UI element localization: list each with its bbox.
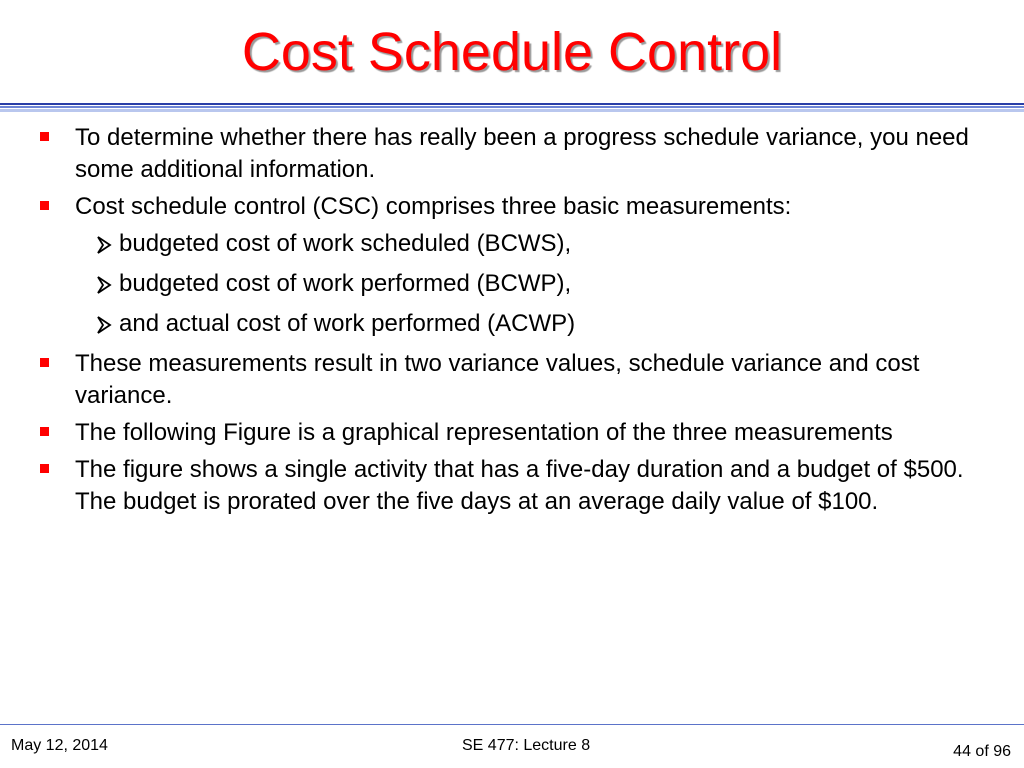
sub-bullet-text: budgeted cost of work performed (BCWP), (119, 270, 572, 297)
bullet-text: The figure shows a single activity that has a five-day duration and a budget of $500. The budget is prorated over the five days at an average daily value of $100. (75, 456, 964, 515)
arrow-bullet-icon (95, 228, 115, 260)
bullet-item (38, 191, 988, 223)
title-divider (0, 103, 1024, 112)
footer-course: SE 477: Lecture 8 (462, 737, 591, 754)
bullet-item (38, 122, 988, 186)
bullet-item (38, 454, 988, 518)
bullet-item (38, 348, 988, 412)
square-bullet-icon (40, 464, 49, 473)
arrow-bullet-icon (95, 268, 115, 300)
square-bullet-icon (40, 427, 49, 436)
square-bullet-icon (40, 358, 49, 367)
sub-bullet-item (38, 268, 988, 300)
sub-bullet-text: budgeted cost of work scheduled (BCWS), (119, 230, 572, 257)
square-bullet-icon (40, 201, 49, 210)
square-bullet-icon (40, 132, 49, 141)
sub-bullet-text: and actual cost of work performed (ACWP) (119, 310, 576, 337)
bullet-text: These measurements result in two variance values, schedule variance and cost variance. (75, 350, 920, 409)
footer-date: May 12, 2014 (11, 737, 108, 754)
bullet-item (38, 417, 988, 449)
bullet-text: To determine whether there has really been a progress schedule variance, you need some additional information. (75, 124, 969, 183)
slide-content (38, 122, 988, 523)
arrow-bullet-icon (95, 308, 115, 340)
slide-title: Cost Schedule Control (241, 22, 783, 82)
sub-bullet-item (38, 308, 988, 340)
bullet-text: Cost schedule control (CSC) comprises three basic measurements: (75, 193, 792, 220)
slide-number: 44 of 96 (953, 743, 1011, 760)
sub-bullet-item (38, 228, 988, 260)
footer-divider (0, 724, 1024, 725)
bullet-text: The following Figure is a graphical representation of the three measurements (75, 419, 893, 446)
